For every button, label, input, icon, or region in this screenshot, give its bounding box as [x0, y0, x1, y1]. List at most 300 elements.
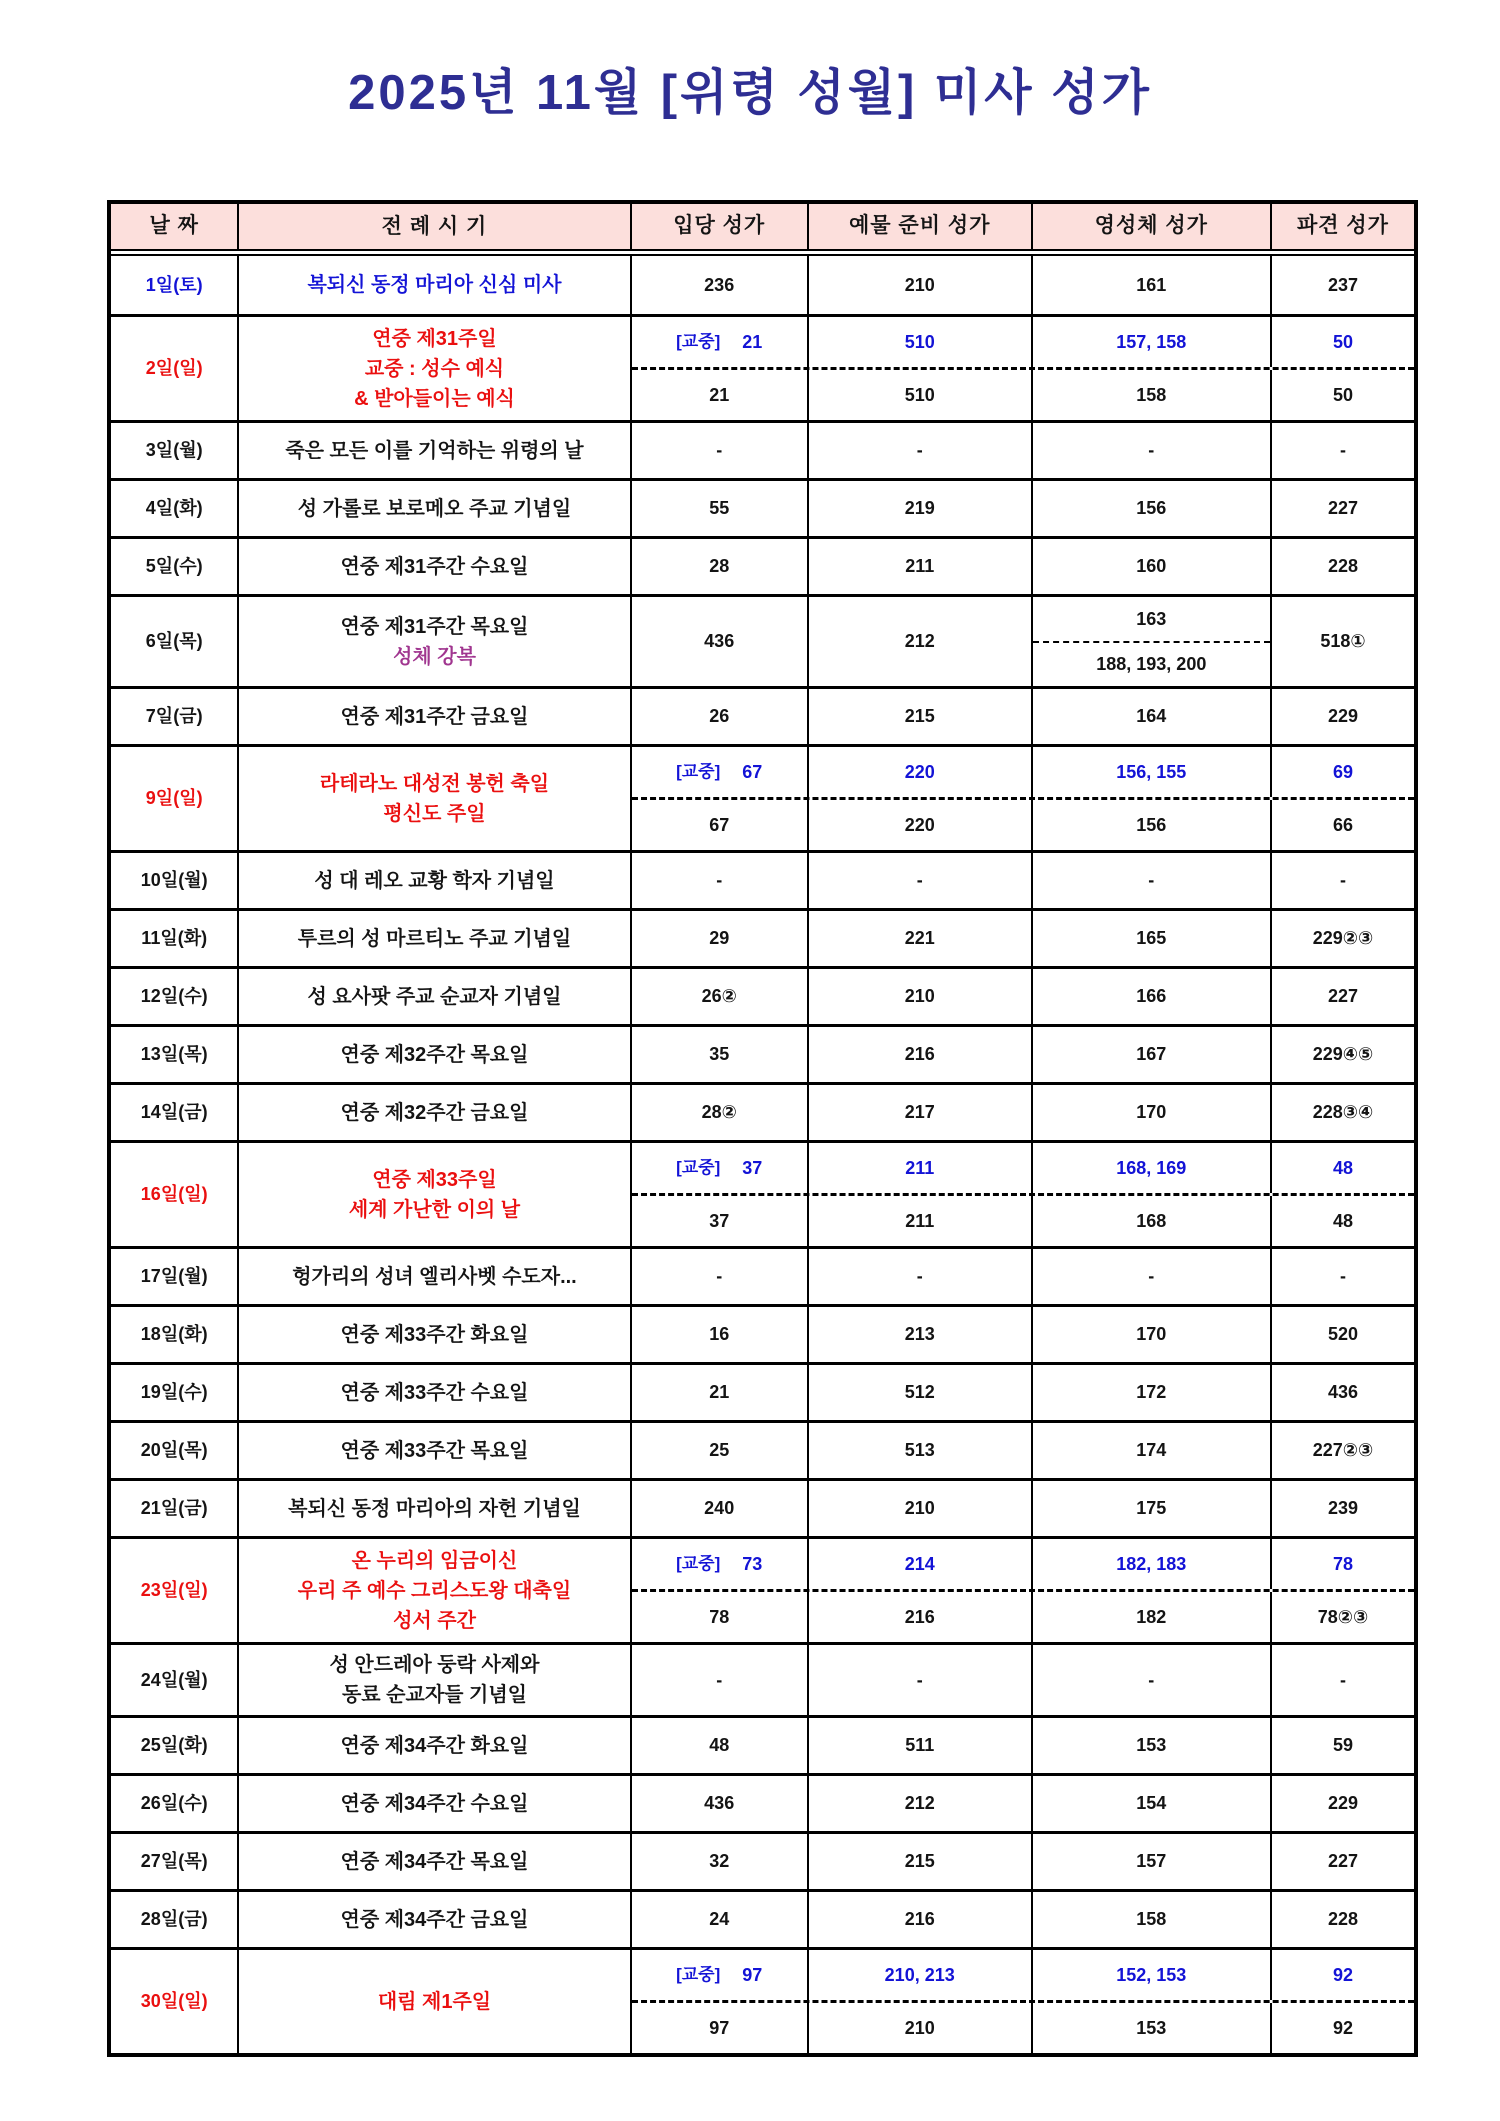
date-cell: 14일(금) [140, 1102, 208, 1123]
date-cell: 12일(수) [140, 986, 208, 1007]
hymn-values-row [632, 969, 1414, 1024]
offertory-hymn-cell: 219 [807, 481, 1031, 536]
communion-hymn-cell: 156, 155 [1031, 747, 1270, 797]
header-hymn-row [632, 204, 1414, 249]
dismissal-hymn-cell: 229④⑤ [1270, 1027, 1414, 1082]
liturgy-line: 라테라노 대성전 봉헌 축일 [319, 772, 550, 795]
entrance-hymn-cell: 55 [709, 498, 730, 519]
communion-hymn-cell: 164 [1031, 689, 1270, 744]
date-cell: 9일(일) [145, 788, 203, 809]
dismissal-hymn-cell: 92 [1270, 1950, 1414, 2000]
column-header-date: 날 짜 [111, 204, 237, 249]
offertory-hymn-cell: 512 [807, 1365, 1031, 1420]
entrance-hymn-cell: 240 [704, 1498, 735, 1519]
liturgy-cell [237, 1143, 629, 1246]
dismissal-hymn-cell: - [1270, 423, 1414, 478]
entrance-hymn-cell: 67 [709, 814, 730, 835]
date-cell: 21일(금) [140, 1498, 208, 1519]
liturgy-cell [237, 689, 629, 744]
communion-hymn-cell: - [1031, 1645, 1270, 1715]
offertory-hymn-cell: 210, 213 [807, 1950, 1031, 2000]
communion-hymn-cell: - [1031, 423, 1270, 478]
entrance-hymn-cell: 29 [709, 928, 730, 949]
column-header-communion: 영성체 성가 [1031, 204, 1270, 249]
liturgy-cell [237, 423, 629, 478]
communion-hymn-cell: 157 [1031, 1834, 1270, 1889]
liturgy-line: 연중 제33주일 [372, 1168, 497, 1191]
table-row [111, 1889, 1414, 1947]
entrance-hymn-cell: - [716, 870, 723, 891]
liturgy-line: 연중 제34주간 수요일 [340, 1792, 529, 1815]
hymn-area [630, 1365, 1414, 1420]
hymn-area [630, 423, 1414, 478]
communion-hymn-cell [1031, 597, 1270, 686]
hymn-area [630, 1307, 1414, 1362]
hymn-values-row [632, 1196, 1414, 1246]
liturgy-cell [237, 1249, 629, 1304]
hymn-area [630, 317, 1414, 420]
communion-hymn-cell: 153 [1031, 2003, 1270, 2053]
entrance-hymn-cell [632, 1950, 807, 2000]
table-row [111, 1478, 1414, 1536]
liturgy-line: 연중 제33주간 수요일 [340, 1381, 529, 1404]
dismissal-hymn-cell: 50 [1270, 317, 1414, 367]
liturgy-cell [237, 1027, 629, 1082]
dismissal-hymn-cell: 48 [1270, 1143, 1414, 1193]
dismissal-hymn-cell: - [1270, 853, 1414, 908]
dismissal-hymn-cell: 69 [1270, 747, 1414, 797]
communion-bottom-value: 188, 193, 200 [1096, 654, 1207, 675]
table-row [111, 1420, 1414, 1478]
congregation-label: [교중] [676, 1964, 721, 1984]
date-cell: 24일(월) [140, 1669, 208, 1690]
date-cell: 23일(일) [140, 1580, 208, 1601]
hymn-values-row [632, 539, 1414, 594]
hymn-values-row [632, 370, 1414, 420]
hymn-values-row [632, 1143, 1414, 1196]
offertory-hymn-cell: 220 [807, 800, 1031, 850]
hymn-values-row [632, 1645, 1414, 1715]
communion-hymn-cell: 156 [1031, 800, 1270, 850]
hymn-values-row [632, 1539, 1414, 1592]
liturgy-line: 복되신 동정 마리아 신심 미사 [307, 274, 562, 296]
liturgy-line: 복되신 동정 마리아의 자헌 기념일 [288, 1497, 581, 1520]
communion-hymn-cell: 175 [1031, 1481, 1270, 1536]
date-cell: 10일(월) [140, 870, 208, 891]
liturgy-line: 연중 제31주간 목요일 [340, 615, 529, 638]
table-row [111, 1947, 1414, 2053]
entrance-hymn-cell: 78 [709, 1606, 730, 1627]
communion-hymn-cell: 154 [1031, 1776, 1270, 1831]
table-row [111, 686, 1414, 744]
congregation-label: [교중] [676, 1553, 721, 1573]
liturgy-line: 우리 주 예수 그리스도왕 대축일 [297, 1579, 572, 1602]
entrance-hymn-cell: 25 [709, 1440, 730, 1461]
column-header-entrance: 입당 성가 [632, 204, 807, 249]
entrance-hymn-value: 21 [742, 331, 763, 352]
column-header-dismissal: 파견 성가 [1270, 204, 1414, 249]
table-row [111, 1536, 1414, 1642]
dismissal-hymn-cell: 228 [1270, 539, 1414, 594]
communion-hymn-cell: 153 [1031, 1718, 1270, 1773]
hymn-area [630, 1834, 1414, 1889]
table-body [111, 256, 1414, 2053]
liturgy-cell [237, 911, 629, 966]
date-cell: 5일(수) [145, 556, 203, 577]
hymn-values-row [632, 256, 1414, 314]
hymn-area [630, 1539, 1414, 1642]
date-cell: 1일(토) [145, 274, 203, 295]
entrance-hymn-cell: 24 [709, 1909, 730, 1930]
entrance-hymn-cell: 16 [709, 1324, 730, 1345]
hymn-area [630, 481, 1414, 536]
date-cell: 17일(월) [140, 1266, 208, 1287]
entrance-hymn-cell: 26② [701, 986, 737, 1007]
table-row [111, 966, 1414, 1024]
dismissal-hymn-cell: 227 [1270, 969, 1414, 1024]
date-cell: 3일(월) [145, 440, 203, 461]
offertory-hymn-cell: 216 [807, 1027, 1031, 1082]
dismissal-hymn-cell: 436 [1270, 1365, 1414, 1420]
communion-hymn-cell: 174 [1031, 1423, 1270, 1478]
entrance-hymn-cell: 436 [704, 631, 735, 652]
communion-hymn-cell: 182 [1031, 1592, 1270, 1642]
hymn-values-row [632, 1423, 1414, 1478]
liturgy-line: 연중 제34주간 목요일 [340, 1850, 529, 1873]
hymn-area [630, 969, 1414, 1024]
date-cell: 6일(목) [145, 631, 203, 652]
hymn-values-row [632, 1085, 1414, 1140]
dismissal-hymn-cell: 50 [1270, 370, 1414, 420]
hymn-area [630, 1718, 1414, 1773]
entrance-hymn-cell [632, 1539, 807, 1589]
entrance-hymn-cell: 37 [709, 1210, 730, 1231]
hymn-values-row [632, 1892, 1414, 1947]
liturgy-line: 헝가리의 성녀 엘리사벳 수도자... [292, 1265, 577, 1288]
date-cell: 2일(일) [145, 358, 203, 379]
date-cell: 28일(금) [140, 1909, 208, 1930]
entrance-hymn-value: 97 [742, 1964, 763, 1985]
communion-hymn-cell: 160 [1031, 539, 1270, 594]
entrance-hymn-cell: 28 [709, 556, 730, 577]
table-row [111, 744, 1414, 850]
hymn-values-row [632, 1027, 1414, 1082]
hymn-area [630, 1892, 1414, 1947]
liturgy-line: 성 안드레아 둥락 사제와 [329, 1654, 540, 1676]
offertory-hymn-cell: 513 [807, 1423, 1031, 1478]
date-cell: 18일(화) [140, 1324, 208, 1345]
liturgy-line: & 받아들이는 예식 [354, 387, 515, 410]
entrance-hymn-cell [632, 1143, 807, 1193]
entrance-hymn-cell: 28② [701, 1102, 737, 1123]
dismissal-hymn-cell: 229②③ [1270, 911, 1414, 966]
offertory-hymn-cell: - [807, 1645, 1031, 1715]
communion-top-value: 163 [1033, 597, 1270, 643]
dismissal-hymn-cell: 520 [1270, 1307, 1414, 1362]
entrance-hymn-cell: 32 [709, 1851, 730, 1872]
liturgy-cell [237, 1645, 629, 1715]
hymn-area [630, 1085, 1414, 1140]
liturgy-line: 성 대 레오 교황 학자 기념일 [314, 869, 555, 892]
dismissal-hymn-cell: 229 [1270, 689, 1414, 744]
hymn-values-row [632, 481, 1414, 536]
date-cell: 7일(금) [145, 706, 203, 727]
communion-hymn-cell: 161 [1031, 256, 1270, 314]
table-row [111, 478, 1414, 536]
hymn-area [630, 689, 1414, 744]
table-row [111, 536, 1414, 594]
communion-hymn-cell: 157, 158 [1031, 317, 1270, 367]
liturgy-line: 죽은 모든 이를 기억하는 위령의 날 [285, 439, 584, 462]
liturgy-cell [237, 747, 629, 850]
liturgy-cell [237, 256, 629, 314]
hymn-area [630, 597, 1414, 686]
entrance-hymn-cell: - [716, 1669, 723, 1690]
liturgy-cell [237, 1423, 629, 1478]
liturgy-line: 연중 제31주일 [372, 327, 497, 350]
entrance-hymn-value: 67 [742, 761, 763, 782]
table-row [111, 1140, 1414, 1246]
table-row [111, 1715, 1414, 1773]
communion-hymn-cell: 182, 183 [1031, 1539, 1270, 1589]
dismissal-hymn-cell: 66 [1270, 800, 1414, 850]
hymn-values-row [632, 800, 1414, 850]
liturgy-cell [237, 1892, 629, 1947]
communion-hymn-cell: 167 [1031, 1027, 1270, 1082]
dismissal-hymn-cell: 227 [1270, 481, 1414, 536]
header-hymn-area [630, 204, 1414, 249]
table-row [111, 1362, 1414, 1420]
hymn-area [630, 1249, 1414, 1304]
dismissal-hymn-cell: 518① [1270, 597, 1414, 686]
table-row [111, 420, 1414, 478]
entrance-hymn-value: 37 [742, 1157, 763, 1178]
liturgy-line: 연중 제32주간 금요일 [340, 1101, 529, 1124]
dismissal-hymn-cell: 78②③ [1270, 1592, 1414, 1642]
entrance-hymn-cell: 35 [709, 1044, 730, 1065]
hymn-area [630, 1143, 1414, 1246]
liturgy-line: 성서 주간 [393, 1609, 476, 1632]
liturgy-line: 연중 제31주간 수요일 [340, 555, 529, 578]
offertory-hymn-cell: 220 [807, 747, 1031, 797]
congregation-label: [교중] [676, 331, 721, 351]
offertory-hymn-cell: - [807, 1249, 1031, 1304]
hymn-area [630, 853, 1414, 908]
liturgy-cell [237, 1718, 629, 1773]
entrance-hymn-cell: 26 [709, 706, 730, 727]
entrance-hymn-cell: 48 [709, 1735, 730, 1756]
liturgy-line: 평신도 주일 [383, 802, 486, 825]
table-row [111, 850, 1414, 908]
dismissal-hymn-cell: 48 [1270, 1196, 1414, 1246]
dismissal-hymn-cell: - [1270, 1249, 1414, 1304]
liturgy-cell [237, 1365, 629, 1420]
hymn-values-row [632, 1365, 1414, 1420]
hymn-values-row [632, 423, 1414, 478]
offertory-hymn-cell: 212 [807, 1776, 1031, 1831]
congregation-label: [교중] [676, 1157, 721, 1177]
liturgy-cell [237, 1481, 629, 1536]
dismissal-hymn-cell: 228③④ [1270, 1085, 1414, 1140]
hymn-values-row [632, 2003, 1414, 2053]
column-header-offertory: 예물 준비 성가 [807, 204, 1031, 249]
liturgy-cell [237, 969, 629, 1024]
communion-hymn-cell: 156 [1031, 481, 1270, 536]
liturgy-line: 성 요사팟 주교 순교자 기념일 [307, 985, 562, 1008]
entrance-hymn-cell: 21 [709, 1382, 730, 1403]
dismissal-hymn-cell: - [1270, 1645, 1414, 1715]
hymn-area [630, 1645, 1414, 1715]
hymn-values-row [632, 1718, 1414, 1773]
liturgy-line: 세계 가난한 이의 날 [348, 1198, 521, 1221]
offertory-hymn-cell: 213 [807, 1307, 1031, 1362]
offertory-hymn-cell: 215 [807, 1834, 1031, 1889]
date-cell: 16일(일) [140, 1184, 208, 1205]
hymn-area [630, 1776, 1414, 1831]
communion-hymn-cell: - [1031, 1249, 1270, 1304]
hymn-values-row [632, 1834, 1414, 1889]
communion-hymn-cell: 168, 169 [1031, 1143, 1270, 1193]
congregation-label: [교중] [676, 761, 721, 781]
dismissal-hymn-cell: 78 [1270, 1539, 1414, 1589]
liturgy-line: 연중 제33주간 화요일 [340, 1323, 529, 1346]
liturgy-cell [237, 481, 629, 536]
entrance-hymn-cell: 97 [709, 2017, 730, 2038]
table-row [111, 908, 1414, 966]
offertory-hymn-cell: 217 [807, 1085, 1031, 1140]
offertory-hymn-cell: 210 [807, 2003, 1031, 2053]
hymn-values-row [632, 1481, 1414, 1536]
entrance-hymn-cell: 236 [704, 274, 735, 295]
hymn-values-row [632, 1776, 1414, 1831]
communion-hymn-cell: 172 [1031, 1365, 1270, 1420]
date-cell: 11일(화) [141, 928, 208, 949]
offertory-hymn-cell: - [807, 423, 1031, 478]
date-cell: 26일(수) [140, 1793, 208, 1814]
entrance-hymn-value: 73 [742, 1553, 763, 1574]
hymn-values-row [632, 853, 1414, 908]
dismissal-hymn-cell: 239 [1270, 1481, 1414, 1536]
column-header-liturgy: 전 례 시 기 [237, 204, 629, 249]
offertory-hymn-cell: 211 [807, 539, 1031, 594]
offertory-hymn-cell: 210 [807, 256, 1031, 314]
hymn-area [630, 747, 1414, 850]
hymn-values-row [632, 317, 1414, 370]
date-cell: 19일(수) [140, 1382, 208, 1403]
communion-hymn-cell: 165 [1031, 911, 1270, 966]
entrance-hymn-cell: 21 [709, 384, 730, 405]
liturgy-line: 연중 제34주간 금요일 [340, 1908, 529, 1931]
communion-hymn-cell: 170 [1031, 1085, 1270, 1140]
liturgy-line: 연중 제31주간 금요일 [340, 705, 529, 728]
entrance-hymn-cell: 436 [704, 1793, 735, 1814]
dismissal-hymn-cell: 227 [1270, 1834, 1414, 1889]
liturgy-line: 성체 강복 [393, 645, 476, 668]
liturgy-cell [237, 1834, 629, 1889]
hymn-area [630, 1423, 1414, 1478]
table-row [111, 1831, 1414, 1889]
hymn-values-row [632, 1950, 1414, 2003]
liturgy-cell [237, 1776, 629, 1831]
liturgy-line: 연중 제34주간 화요일 [340, 1734, 529, 1757]
hymn-values-row [632, 689, 1414, 744]
liturgy-line: 연중 제32주간 목요일 [340, 1043, 529, 1066]
date-cell: 20일(목) [140, 1440, 208, 1461]
entrance-hymn-cell: - [716, 440, 723, 461]
communion-hymn-cell: 168 [1031, 1196, 1270, 1246]
hymn-values-row [632, 1249, 1414, 1304]
dismissal-hymn-cell: 237 [1270, 256, 1414, 314]
date-cell: 30일(일) [140, 1991, 208, 2012]
dismissal-hymn-cell: 59 [1270, 1718, 1414, 1773]
table-row [111, 314, 1414, 420]
liturgy-cell [237, 1539, 629, 1642]
hymn-area [630, 911, 1414, 966]
offertory-hymn-cell: 211 [807, 1143, 1031, 1193]
liturgy-cell [237, 539, 629, 594]
hymn-area [630, 1027, 1414, 1082]
hymn-values-row [632, 747, 1414, 800]
table-row [111, 1024, 1414, 1082]
hymn-values-row [632, 911, 1414, 966]
communion-hymn-cell: 152, 153 [1031, 1950, 1270, 2000]
liturgy-cell [237, 1085, 629, 1140]
entrance-hymn-cell [632, 747, 807, 797]
offertory-hymn-cell: 510 [807, 370, 1031, 420]
hymn-area [630, 539, 1414, 594]
liturgy-line: 교중 : 성수 예식 [364, 357, 505, 380]
table-row [111, 1304, 1414, 1362]
date-cell: 13일(목) [140, 1044, 208, 1065]
communion-hymn-cell: 166 [1031, 969, 1270, 1024]
offertory-hymn-cell: 214 [807, 1539, 1031, 1589]
offertory-hymn-cell: 510 [807, 317, 1031, 367]
offertory-hymn-cell: 211 [807, 1196, 1031, 1246]
page-title: 2025년 11월 [위령 성월] 미사 성가 [348, 66, 1152, 120]
hymn-table [107, 200, 1418, 2057]
entrance-hymn-cell [632, 317, 807, 367]
dismissal-hymn-cell: 229 [1270, 1776, 1414, 1831]
hymn-area [630, 1950, 1414, 2053]
offertory-hymn-cell: 216 [807, 1892, 1031, 1947]
liturgy-cell [237, 317, 629, 420]
liturgy-line: 대림 제1주일 [377, 1990, 492, 2013]
offertory-hymn-cell: 212 [807, 597, 1031, 686]
liturgy-cell [237, 1307, 629, 1362]
hymn-values-row [632, 597, 1414, 686]
table-row [111, 256, 1414, 314]
date-cell: 25일(화) [140, 1735, 208, 1756]
entrance-hymn-cell: - [716, 1266, 723, 1287]
hymn-values-row [632, 1307, 1414, 1362]
liturgy-line: 온 누리의 임금이신 [351, 1549, 518, 1572]
communion-hymn-cell: 158 [1031, 1892, 1270, 1947]
date-cell: 4일(화) [145, 498, 203, 519]
dismissal-hymn-cell: 228 [1270, 1892, 1414, 1947]
offertory-hymn-cell: 221 [807, 911, 1031, 966]
dismissal-hymn-cell: 92 [1270, 2003, 1414, 2053]
date-cell: 27일(목) [140, 1851, 208, 1872]
hymn-values-row [632, 1592, 1414, 1642]
dismissal-hymn-cell: 227②③ [1270, 1423, 1414, 1478]
communion-hymn-cell: - [1031, 853, 1270, 908]
offertory-hymn-cell: 210 [807, 1481, 1031, 1536]
offertory-hymn-cell: 511 [807, 1718, 1031, 1773]
table-row [111, 1246, 1414, 1304]
offertory-hymn-cell: 216 [807, 1592, 1031, 1642]
table-header-row [111, 204, 1414, 256]
offertory-hymn-cell: - [807, 853, 1031, 908]
